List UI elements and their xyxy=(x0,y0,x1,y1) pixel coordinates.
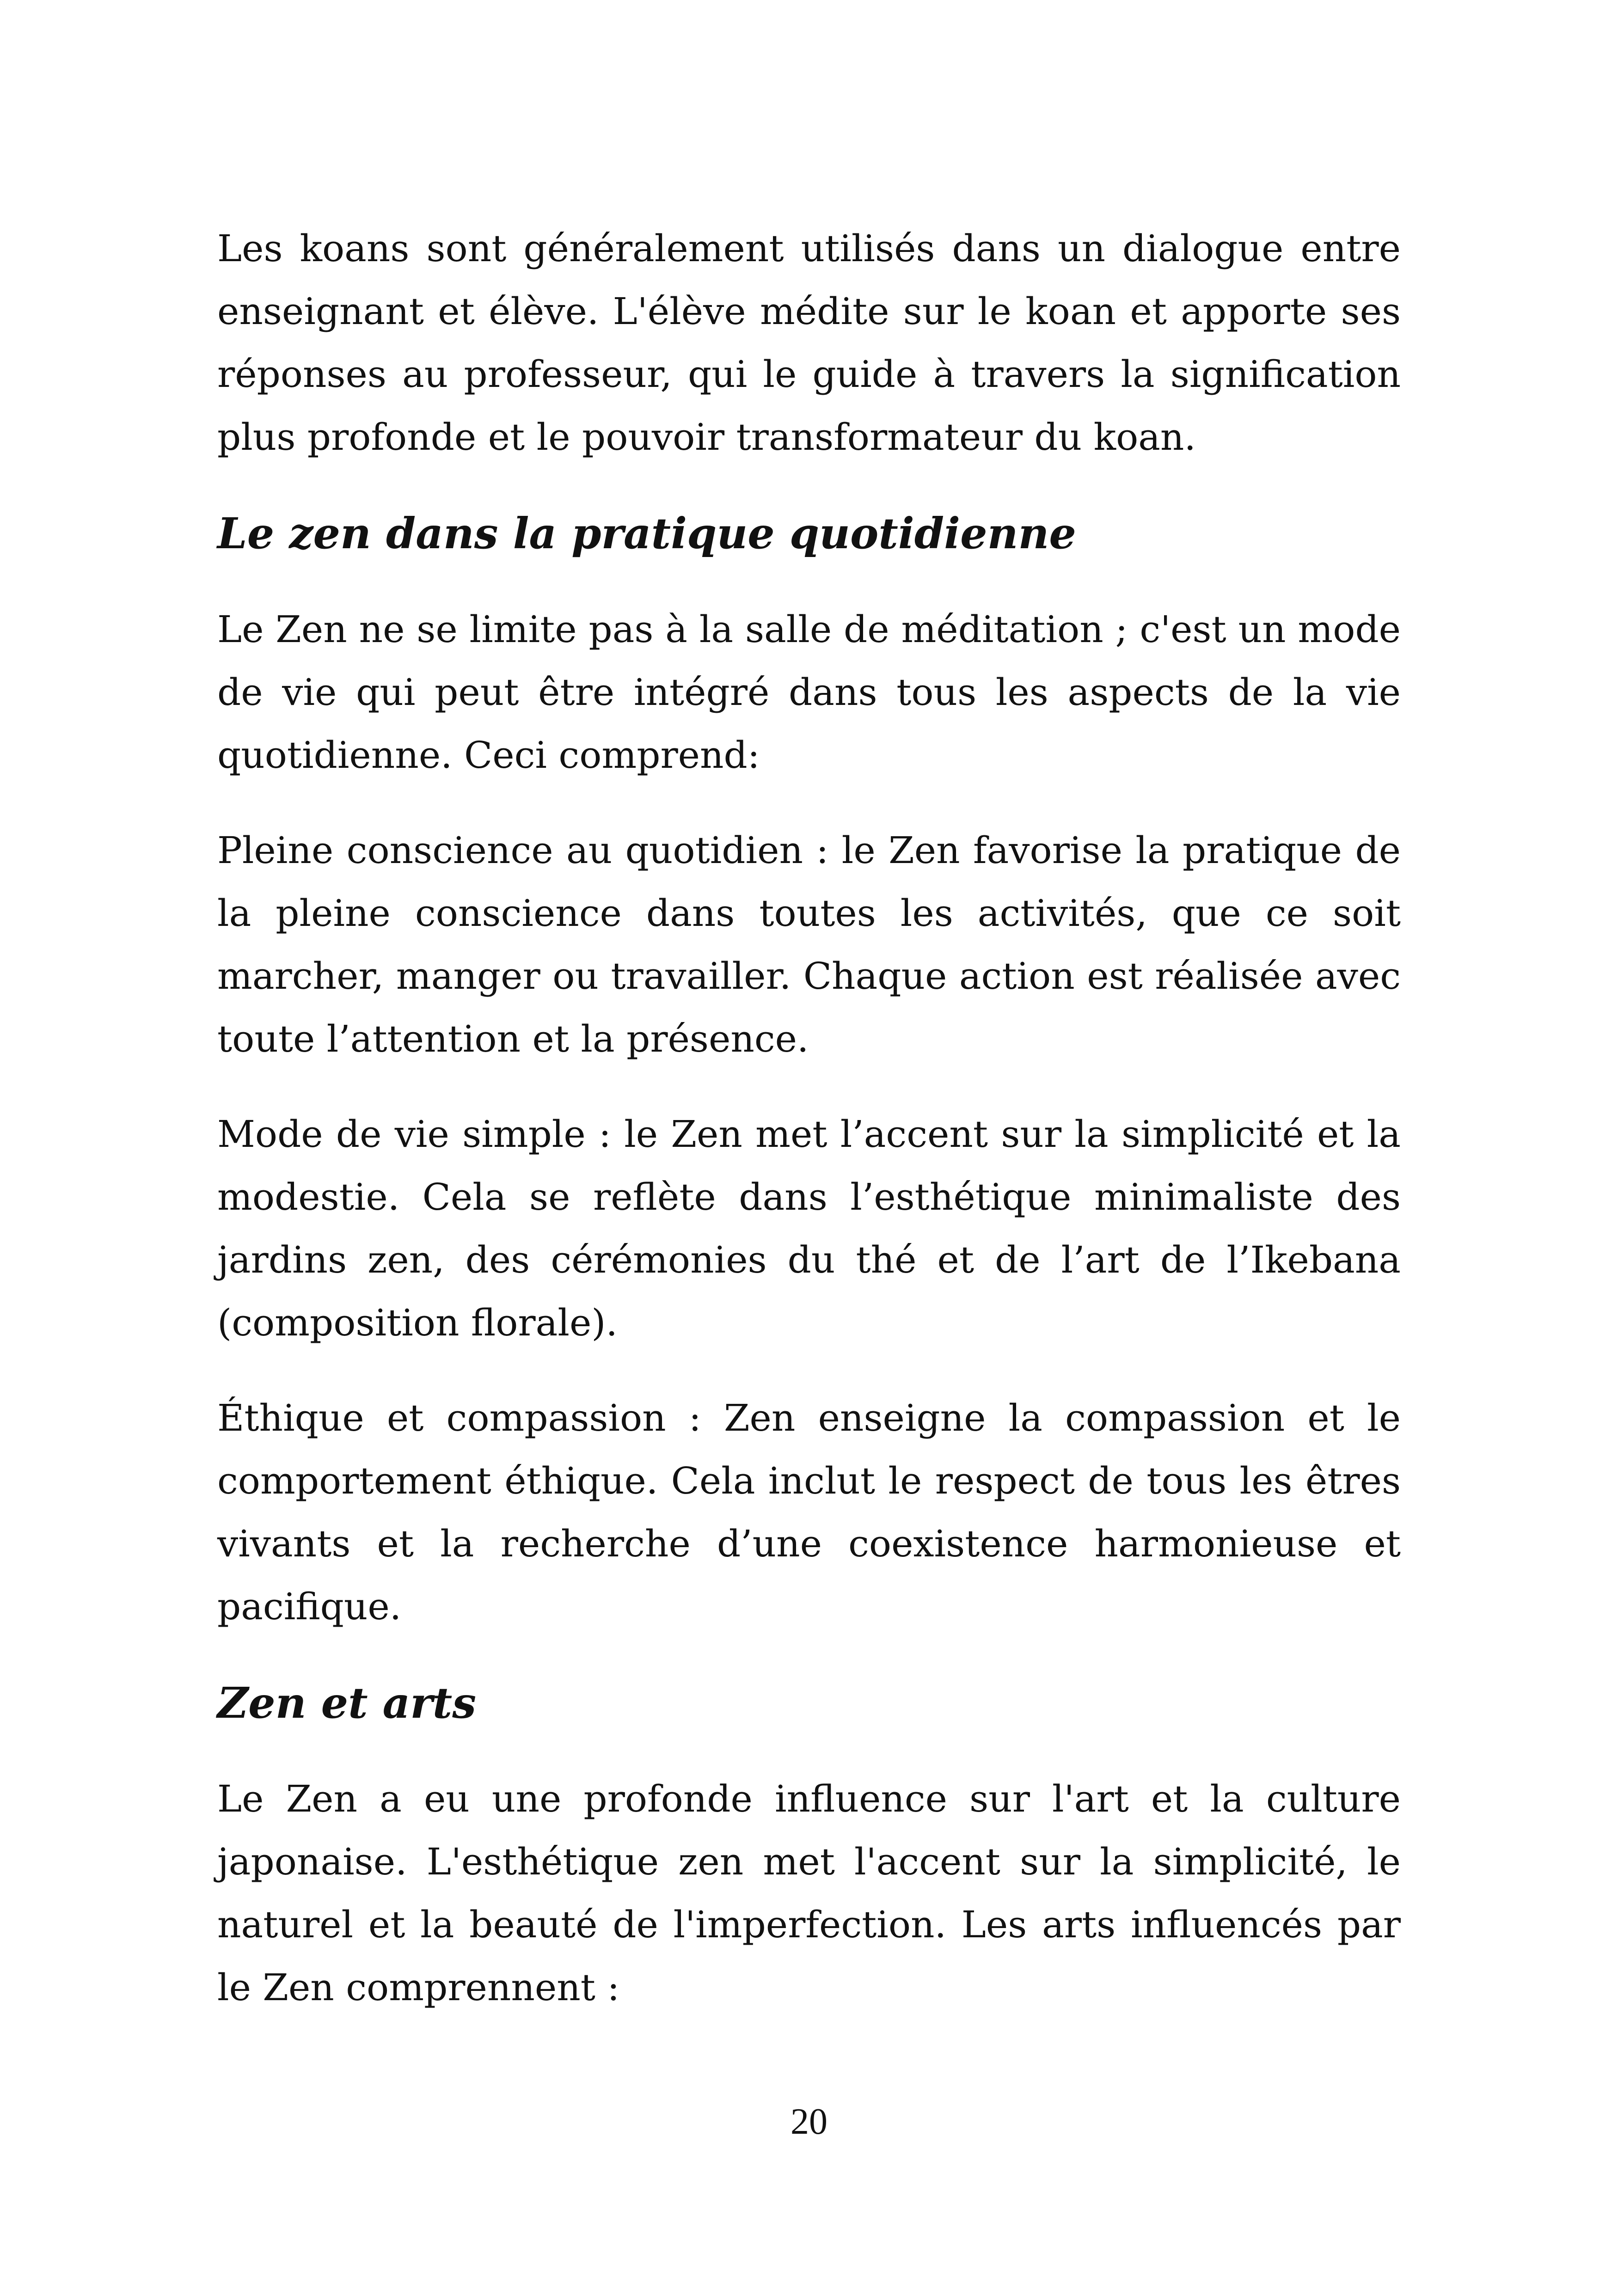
paragraph-ethics-compassion: Éthique et compassion : Zen enseigne la compassion et le comportement éthique. Cela inclut le respect de tous les êtres vivants et la recherche d’une coexistence harmonieuse et pacifique. xyxy=(217,1396,1401,1628)
paragraph-mindfulness: Pleine conscience au quotidien : le Zen favorise la pratique de la pleine conscience dans toutes les activités, que ce soit marcher, manger ou travailler. Chaque action est réalisée avec toute l’attention et la présence. xyxy=(217,829,1401,1060)
paragraph-zen-way-of-life: Le Zen ne se limite pas à la salle de méditation ; c'est un mode de vie qui peut être intégré dans tous les aspects de la vie quotidienne. Ceci comprend: xyxy=(217,608,1401,777)
heading-zen-and-arts: Zen et arts xyxy=(217,1678,477,1728)
heading-zen-daily-practice: Le zen dans la pratique quotidienne xyxy=(217,508,1076,558)
page-number: 20 xyxy=(791,2101,827,2142)
paragraph-zen-art-influence: Le Zen a eu une profonde influence sur l'art et la culture japonaise. L'esthétique zen met l'accent sur la simplicité, le naturel et la beauté de l'imperfection. Les arts influencés par le Zen comprennent : xyxy=(217,1777,1401,2009)
paragraph-simple-living: Mode de vie simple : le Zen met l’accent sur la simplicité et la modestie. Cela se reflète dans l’esthétique minimaliste des jardins zen, des cérémonies du thé et de l’art de l’Ikebana (composition florale). xyxy=(217,1113,1401,1344)
page-body xyxy=(217,217,1401,2051)
paragraph-koans-dialogue: Les koans sont généralement utilisés dans un dialogue entre enseignant et élève. L'élève médite sur le koan et apporte ses réponses au professeur, qui le guide à travers la signification plus profonde et le pouvoir transformateur du koan. xyxy=(217,227,1401,459)
